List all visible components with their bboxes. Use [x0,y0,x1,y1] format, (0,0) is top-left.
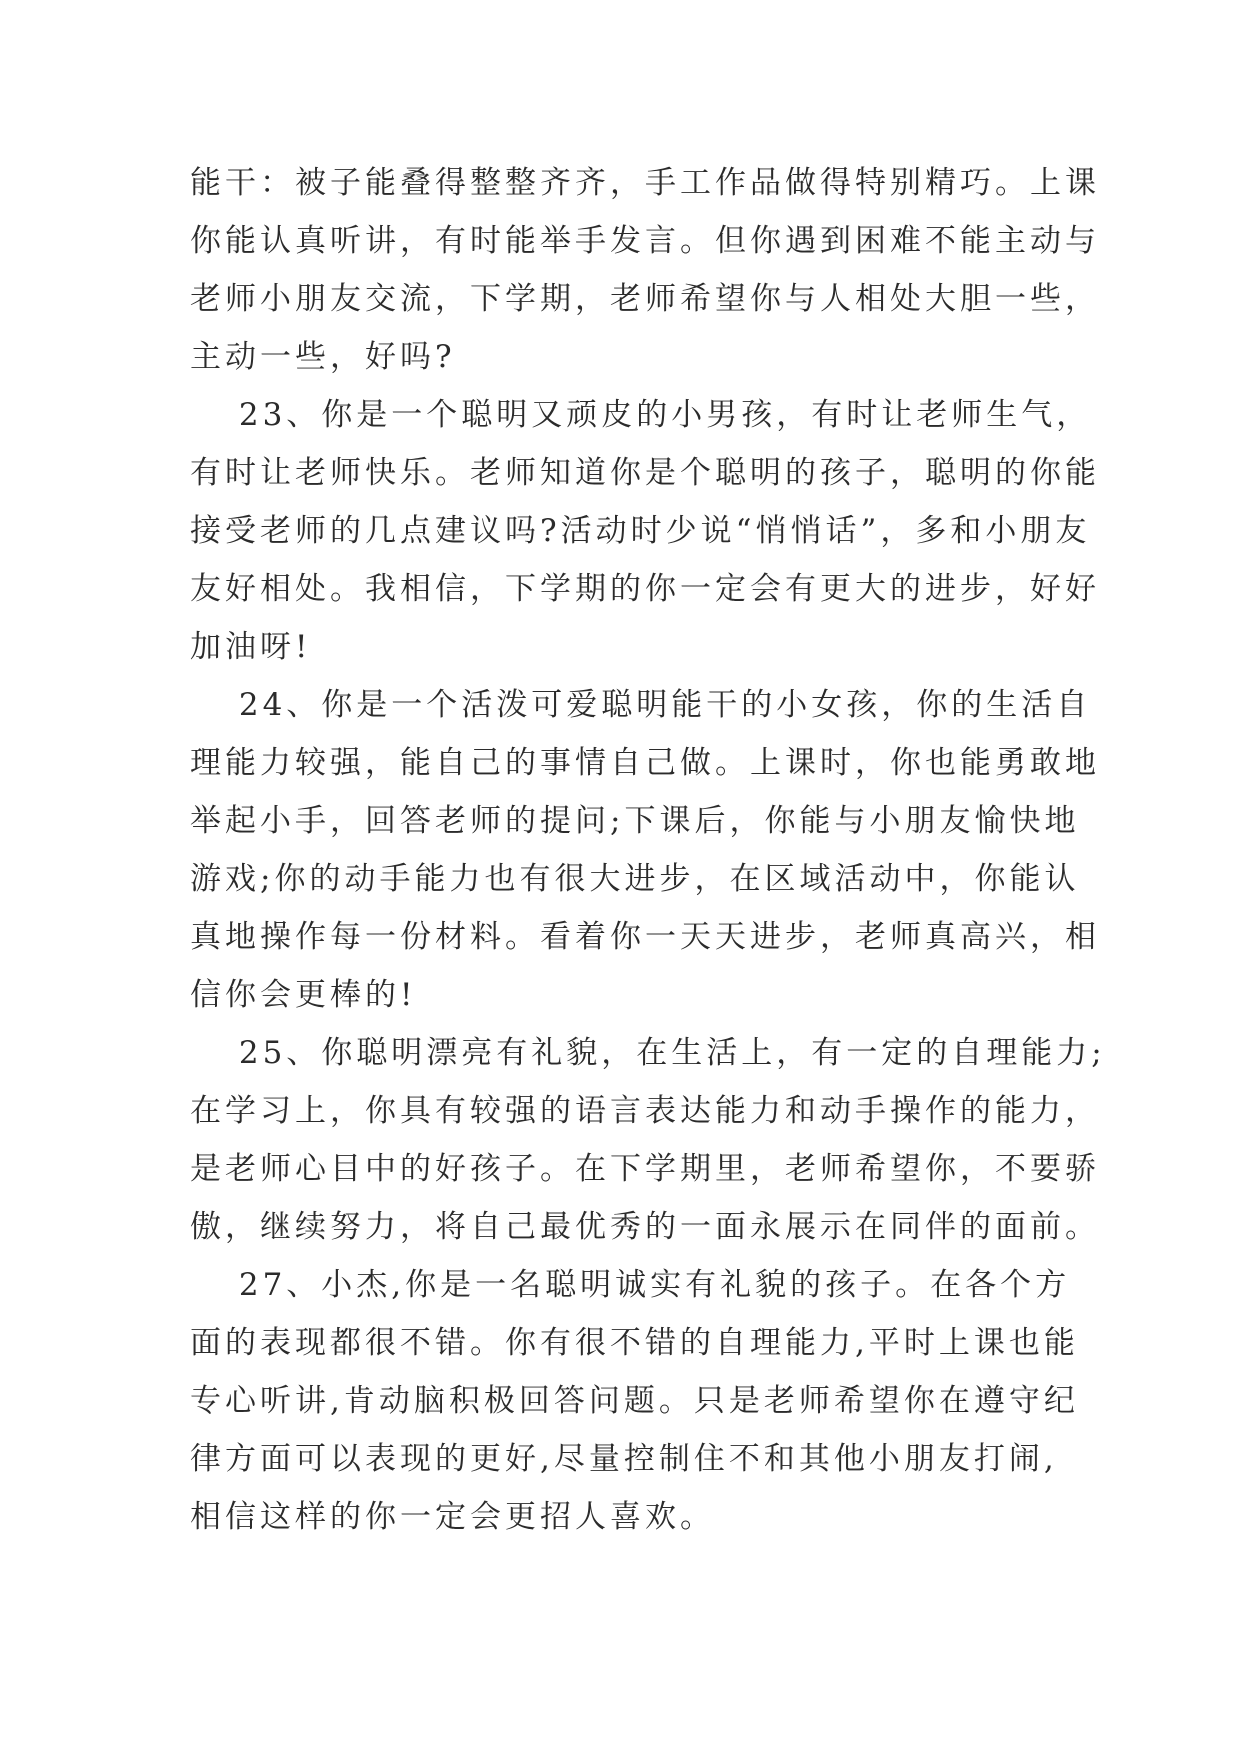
text-line: 在学习上，你具有较强的语言表达能力和动手操作的能力， [190,1093,1100,1129]
text-line: 面的表现都很不错。你有很不错的自理能力,平时上课也能 [190,1325,1079,1361]
text-line: 是老师心目中的好孩子。在下学期里，老师希望你，不要骄 [190,1151,1100,1187]
text-line: 专心听讲,肯动脑积极回答问题。只是老师希望你在遵守纪 [190,1383,1079,1419]
text-line: 游戏;你的动手能力也有很大进步，在区域活动中，你能认 [190,861,1080,897]
text-line: 加油呀! [190,629,312,665]
text-line: 信你会更棒的! [190,977,417,1013]
text-line: 有时让老师快乐。老师知道你是个聪明的孩子，聪明的你能 [190,455,1100,491]
paragraph-27-start: 27、小杰,你是一名聪明诚实有礼貌的孩子。在各个方 [190,1267,1071,1303]
text-line: 友好相处。我相信，下学期的你一定会有更大的进步，好好 [190,571,1100,607]
paragraph-24-start: 24、你是一个活泼可爱聪明能干的小女孩，你的生活自 [190,687,1092,723]
document-page [190,154,1106,1546]
text-line: 理能力较强，能自己的事情自己做。上课时，你也能勇敢地 [190,745,1100,781]
text-line: 能干：被子能叠得整整齐齐，手工作品做得特别精巧。上课 [190,165,1100,201]
paragraph-23-start: 23、你是一个聪明又顽皮的小男孩，有时让老师生气， [190,397,1092,433]
text-line: 老师小朋友交流，下学期，老师希望你与人相处大胆一些， [190,281,1100,317]
text-line: 主动一些，好吗? [190,339,456,375]
paragraph-25-start: 25、你聪明漂亮有礼貌，在生活上，有一定的自理能力; [190,1035,1106,1071]
text-line: 傲，继续努力，将自己最优秀的一面永展示在同伴的面前。 [190,1209,1100,1245]
text-line: 你能认真听讲，有时能举手发言。但你遇到困难不能主动与 [190,223,1100,259]
text-line: 举起小手，回答老师的提问;下课后，你能与小朋友愉快地 [190,803,1080,839]
text-line: 真地操作每一份材料。看着你一天天进步，老师真高兴，相 [190,919,1100,955]
text-line: 接受老师的几点建议吗?活动时少说“悄悄话”，多和小朋友 [190,513,1091,549]
text-line: 律方面可以表现的更好,尽量控制住不和其他小朋友打闹, [190,1441,1058,1477]
text-line: 相信这样的你一定会更招人喜欢。 [190,1499,715,1535]
